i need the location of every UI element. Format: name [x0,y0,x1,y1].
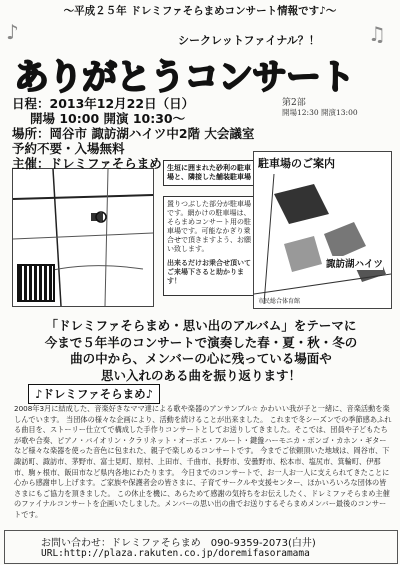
theme-block [20,318,382,384]
theme-line-3: 曲の中から、メンバーの心に残っている場面や [70,351,332,366]
theme-line-4: 思い入れのある曲を振り返ります！ [100,367,301,383]
section-label: ♪ドレミファそらまめ♪ [28,384,160,404]
second-part-times: 開場12:30 開演13:00 [282,108,358,117]
contact-footer [4,530,398,564]
page-title: ありがとうコンサート [14,58,355,98]
area-map [12,168,154,307]
parking-note-box [163,160,255,186]
event-place: 場所：岡谷市 諏訪湖ハイツ中2階 大会議室 [12,126,255,141]
parking-sub: 諏訪湖ハイツ [326,256,383,270]
qr-code [17,264,55,302]
parking-explanation [163,196,255,296]
theme-line-2: 今まで５年半のコンサートで演奏した春・夏・秋・冬の [44,334,358,350]
event-times: 開場 10:00 開演 10:30〜 [30,111,186,126]
contact-line: お問い合わせ：ドレミファそらまめ 090-9359-2073(白井) [41,538,316,549]
bell-icon: ♪ [6,20,19,44]
parking-note-emphasis: 出来るだけお乗合せ頂いてご来場下さると助かります！ [167,257,251,285]
parking-map-graphic [254,174,391,304]
event-date: 日程：2013年12月22日（日） [12,96,195,111]
url-link[interactable]: URL:http://plaza.rakuten.co.jp/doremifasoramama [41,548,310,559]
second-part-note: 第2部 [282,98,306,108]
header-banner: 〜平成２５年 ドレミファそらまめコンサート情報です♪〜 [63,5,337,17]
event-organizer: 主催：ドレミファそらまめ [12,156,162,171]
note-icon: ♫ [368,22,386,46]
event-admission: 予約不要・入場無料 [12,141,125,156]
parking-title: 駐車場のご案内 [258,157,335,170]
subtitle: シークレットファイナル？！ [178,34,320,47]
description-text: 2008年3月に結成した、音楽好きなママ達による歌や楽器のアンサンブル☆ かわいい我が子と一緒に、音楽活動を楽しんでいます。 当団体の様々な企画により、活動を続けることが出来ました。 これまで冬シーズンでの季節感あふれる曲目を、ストーリー仕立てで構成した手作りコンサートとしてお送りしてきました。そこでは、団員や子どもたちが歌や合奏、ピアノ・バイオリン・クラリネット・オーボエ・フルート・鍵盤ハーモニカ・ボンゴ・カホン・ギターなど様々な楽器を使った音色に包まれた、親子で楽しめるコンサートです。 今までご依頼頂いた地域は、岡谷市、下諏訪町、諏訪市、茅野市、富士見町、原村、上田市、千曲市、長野市、安曇野市、松本市、塩尻市、箕輪町、伊那市、駒ヶ根市、飯田市など県内各地にわたります。 今日までのコンサートで、お一人お一人に支えられてきたことに心から感謝申し上げます。ご家族や保護者会の皆さまに、子育てサークルや支援センター、ほかいろいろな団体の皆さまにもご協力を頂きました。 この休止を機に、あらためて感謝の気持ちをお伝えしたく、ドレミファそらまめ主催のファイナルコンサートを企画いたしました。メンバーの思い出の曲でお送りするそらまめメンバー最後のコンサートです。 [14,404,392,519]
theme-line-1: 「ドレミファそらまめ・思い出のアルバム」をテーマに [45,318,357,333]
place-label: 市民総合体育館 [258,298,301,305]
parking-map [253,151,392,309]
parking-note-body: 置りつぶした部分が駐車場です。網かけの駐車場は、そらまめコンサート用の駐車場です。可能なかぎり乗合せで頂きますよう、お願い致します。 [167,200,251,254]
parking-note-main: 生垣に囲まれた砂利の駐車場と、隣接した舗装駐車場 [167,164,251,182]
